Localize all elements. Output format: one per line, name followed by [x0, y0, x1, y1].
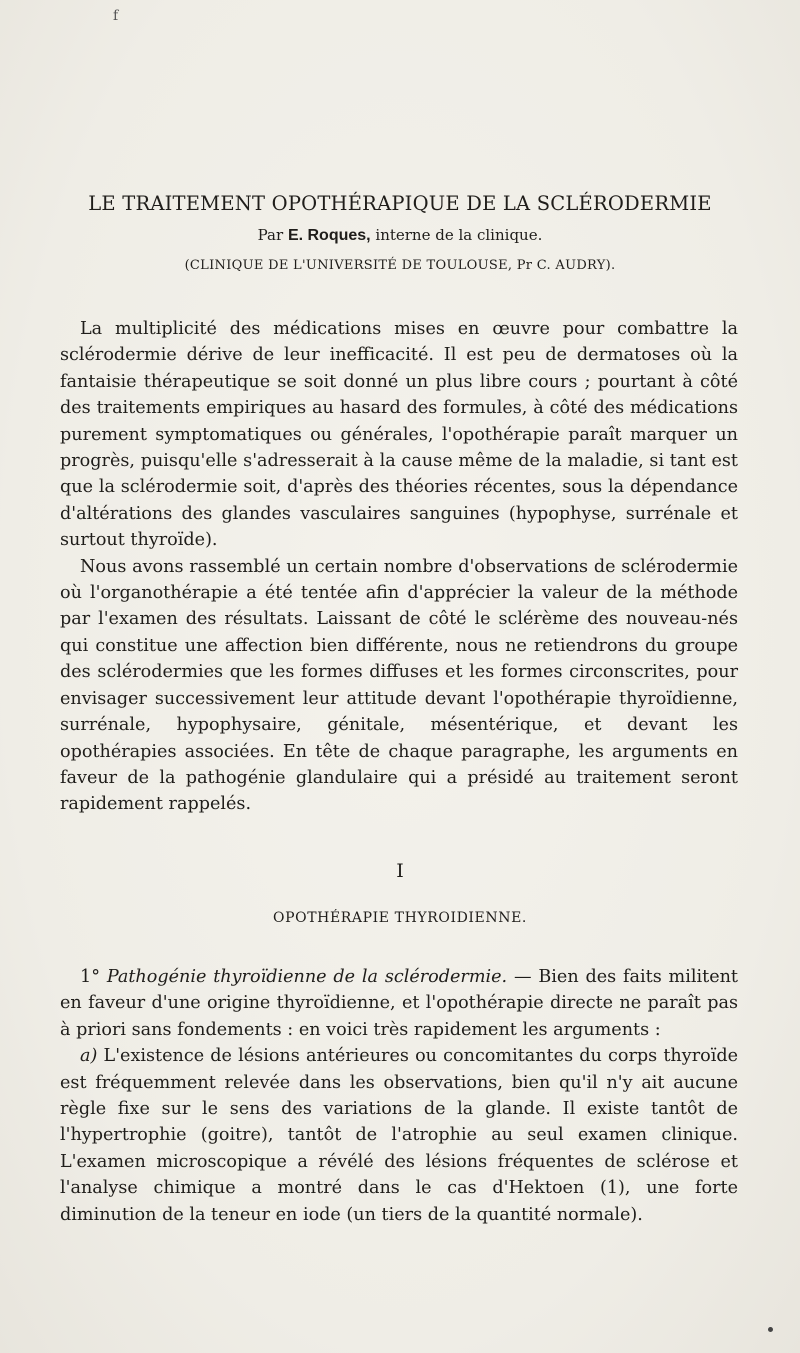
subsection-lead: — Bien des faits militent en faveur d'une origine thyroïdienne, et l'opothérapie directe ne paraît pas à priori sans fondements : en voici très rapidement les arguments : [60, 967, 739, 1040]
paragraph: La multiplicité des médications mises en œuvre pour combattre la sclérodermie dérive de leur inefficacité. Il est peu de dermatoses où la fantaisie thérapeutique se soit donné un plus libre cours ; pourtant à côté des traitements empiriques au hasard des formules, à côté des médications purement symptomatiques ou générales, l'opothérapie paraît marquer un progrès, puisqu'elle s'adresserait à la cause même de la maladie, si tant est que la sclérodermie soit, d'après des théories récentes, sous la dépendance d'altérations des glandes vasculaires sanguines (hypophyse, surrénale et surtout thyroïde). [60, 319, 738, 551]
byline-suffix: interne de la clinique. [370, 226, 543, 244]
paragraph [60, 1043, 738, 1228]
subsection-title: Pathogénie thyroïdienne de la sclérodermie. [106, 967, 508, 987]
section-body [60, 964, 738, 1228]
ink-spot [768, 1327, 773, 1332]
byline [60, 226, 740, 245]
article-title: LE TRAITEMENT OPOTHÉRAPIQUE DE LA SCLÉRODERMIE [88, 192, 712, 215]
point-label: a) [80, 1046, 98, 1067]
subsection-number: 1° [80, 967, 100, 987]
clinic-affiliation: (CLINIQUE DE L'UNIVERSITÉ DE TOULOUSE, Pr C. AUDRY). [184, 258, 616, 273]
section-number: I [396, 860, 404, 882]
point-text: L'existence de lésions antérieures ou concomitantes du corps thyroïde est fréquemment relevée dans les observations, bien qu'il n'y ait aucune règle fixe sur le sens des variations de la glande. Il existe tantôt de l'hypertrophie (goitre), tantôt de l'atrophie au seul examen clinique. L'examen microscopique a révélé des lésions fréquentes de sclérose et l'analyse chimique a montré dans le cas d'Hektoen (1), une forte diminution de la teneur en iode (un tiers de la quantité normale). [60, 1046, 738, 1225]
paragraph: Nous avons rassemblé un certain nombre d'observations de sclérodermie où l'organothérapie a été tentée afin d'apprécier la valeur de la méthode par l'examen des résultats. Laissant de côté le sclérème des nouveau-nés qui constitue une affection bien différente, nous ne retiendrons du groupe des sclérodermies que les formes diffuses et les formes circonscrites, pour envisager successivement leur attitude devant l'opothérapie thyroïdienne, surrénale, hypophysaire, génitale, mésentérique, et devant les opothérapies associées. En tête de chaque paragraphe, les arguments en faveur de la pathogénie glandulaire qui a présidé au traitement seront rapidement rappelés. [60, 556, 738, 815]
margin-mark: f [113, 8, 119, 24]
section-title: OPOTHÉRAPIE THYROIDIENNE. [273, 910, 527, 926]
paragraph [60, 964, 738, 1043]
author-name: E. Roques, [287, 227, 371, 244]
byline-prefix: Par [257, 226, 288, 244]
intro-text [60, 316, 738, 818]
